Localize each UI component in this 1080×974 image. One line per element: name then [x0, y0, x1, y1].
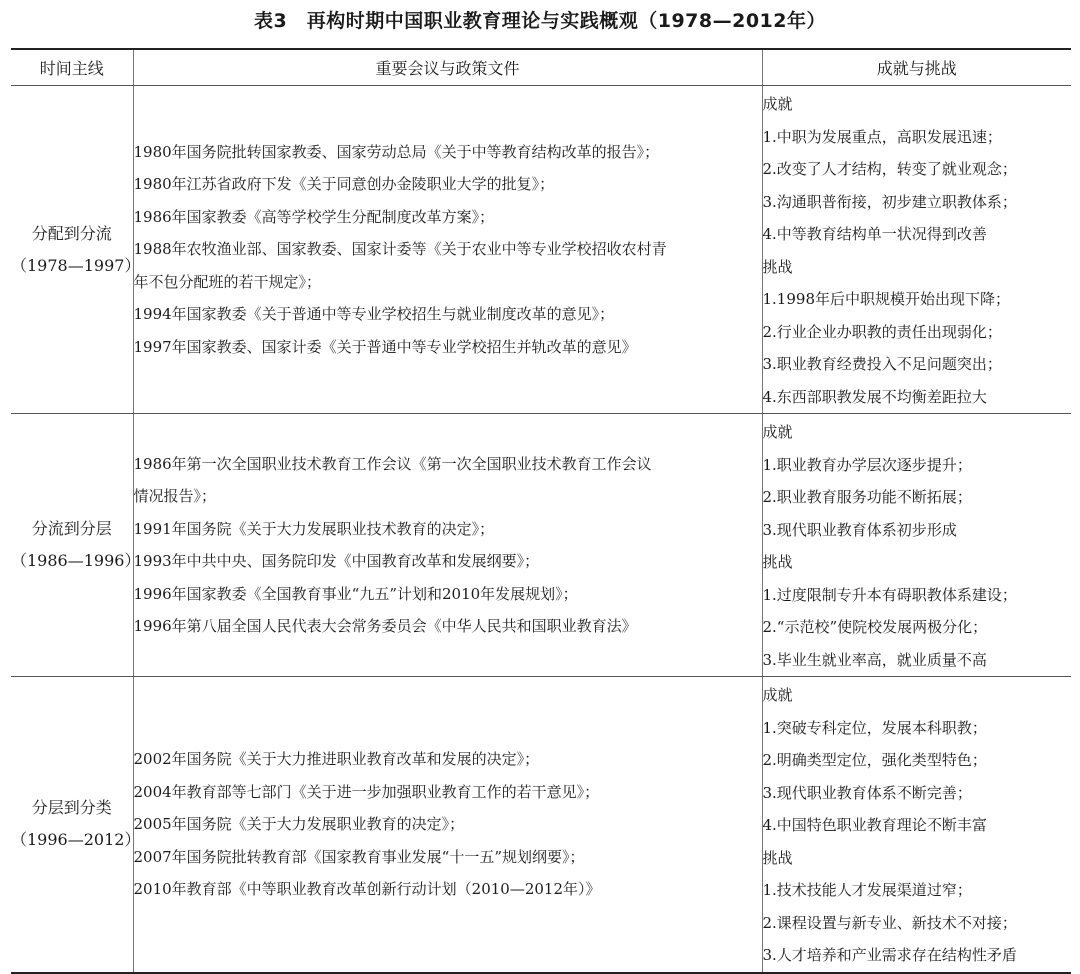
- document-line: 1980年江苏省政府下发《关于同意创办金陵职业大学的批复》；: [133, 175, 555, 194]
- period-cell: [11, 86, 141, 414]
- achievement-item: 2.明确类型定位，强化类型特色；: [762, 751, 987, 769]
- challenges-label: 挑战: [762, 848, 793, 867]
- table-header-row: [11, 49, 1071, 86]
- challenge-item: 4.东西部职教发展不均衡差距拉大: [762, 387, 987, 406]
- documents-cell: [133, 414, 762, 677]
- challenges-label: 挑战: [762, 257, 793, 276]
- achievement-item: 2.改变了人才结构，转变了就业观念；: [762, 160, 1017, 178]
- period-cell: [11, 414, 141, 677]
- achievement-item: 4.中国特色职业教育理论不断丰富: [762, 816, 987, 834]
- table-row: [11, 86, 1071, 414]
- challenge-item: 3.职业教育经费投入不足问题突出；: [762, 355, 1002, 373]
- challenge-item: 3.人才培养和产业需求存在结构性矛盾: [762, 946, 1017, 964]
- achievements-cell: [762, 677, 1071, 973]
- challenge-item: 1.技术技能人才发展渠道过窄；: [762, 881, 972, 899]
- document-line: 情况报告》；: [133, 487, 217, 505]
- document-line: 1996年第八届全国人民代表大会常务委员会《中华人民共和国职业教育法》: [133, 617, 637, 635]
- achievements-cell: [762, 86, 1071, 414]
- period-name: 分层到分类: [31, 798, 112, 818]
- achievements-label: 成就: [762, 95, 793, 113]
- document-line: 2010年教育部《中等职业教育改革创新行动计划（2010—2012年）》: [133, 880, 601, 898]
- achievement-item: 1.中职为发展重点，高职发展迅速；: [762, 127, 1002, 146]
- achievements-label: 成就: [762, 423, 793, 441]
- challenge-item: 2.课程设置与新专业、新技术不对接；: [762, 913, 1017, 932]
- document-line: 1994年国家教委《关于普通中等专业学校招生与就业制度改革的意见》；: [133, 305, 615, 324]
- challenge-item: 3.毕业生就业率高，就业质量不高: [762, 650, 987, 669]
- overview-table: [11, 48, 1071, 974]
- period-years: （1978—1997）: [11, 255, 141, 275]
- table-row: [11, 414, 1071, 677]
- documents-cell: [133, 86, 762, 414]
- document-line: 1991年国务院《关于大力发展职业技术教育的决定》；: [133, 519, 495, 538]
- document-line: 2004年教育部等七部门《关于进一步加强职业教育工作的若干意见》；: [133, 782, 600, 801]
- achievement-item: 3.现代职业教育体系初步形成: [762, 520, 957, 539]
- challenge-item: 1.过度限制专升本有碍职教体系建设；: [762, 585, 1017, 604]
- achievement-item: 1.突破专科定位，发展本科职教；: [762, 718, 987, 737]
- document-line: 1986年国家教委《高等学校学生分配制度改革方案》；: [133, 207, 495, 226]
- header-timeline: 时间主线: [11, 49, 133, 86]
- document-line: 2002年国务院《关于大力推进职业教育改革和发展的决定》；: [133, 750, 540, 768]
- document-line: 1988年农牧渔业部、国家教委、国家计委等《关于农业中等专业学校招收农村青: [133, 240, 667, 259]
- document-line: 1980年国务院批转国家教委、国家劳动总局《关于中等教育结构改革的报告》；: [133, 142, 660, 161]
- table-title: 表3 再构时期中国职业教育理论与实践概观（1978—2012年）: [254, 10, 826, 32]
- achievement-item: 2.职业教育服务功能不断拓展；: [762, 488, 972, 506]
- document-line: 1993年中共中央、国务院印发《中国教育改革和发展纲要》；: [133, 552, 540, 570]
- period-name: 分配到分流: [31, 223, 112, 243]
- document-line: 1996年国家教委《全国教育事业“九五”计划和2010年发展规划》；: [133, 584, 578, 603]
- period-years: （1986—1996）: [11, 551, 141, 570]
- achievement-item: 1.职业教育办学层次逐步提升；: [762, 455, 972, 474]
- period-name: 分流到分层: [31, 519, 112, 538]
- achievements-cell: [762, 414, 1071, 677]
- achievement-item: 4.中等教育结构单一状况得到改善: [762, 225, 987, 243]
- challenge-item: 2.“示范校”使院校发展两极分化；: [762, 618, 988, 636]
- document-line: 2005年国务院《关于大力发展职业教育的决定》；: [133, 815, 465, 833]
- document-line: 1986年第一次全国职业技术教育工作会议《第一次全国职业技术教育工作会议: [133, 454, 652, 473]
- achievements-label: 成就: [762, 686, 793, 704]
- table-row: [11, 677, 1071, 973]
- document-line: 1997年国家教委、国家计委《关于普通中等专业学校招生并轨改革的意见》: [133, 337, 637, 356]
- header-achievements: 成就与挑战: [762, 49, 1071, 86]
- challenges-label: 挑战: [762, 553, 793, 571]
- achievement-item: 3.现代职业教育体系不断完善；: [762, 783, 972, 802]
- achievement-item: 3.沟通职普衔接，初步建立职教体系；: [762, 192, 1017, 211]
- header-documents: 重要会议与政策文件: [133, 49, 762, 86]
- documents-cell: [133, 677, 762, 973]
- document-line: 2007年国务院批转教育部《国家教育事业发展“十一五”规划纲要》；: [133, 847, 585, 866]
- challenge-item: 2.行业企业办职教的责任出现弱化；: [762, 322, 1002, 341]
- challenge-item: 1.1998年后中职规模开始出现下降；: [762, 290, 1010, 308]
- document-line: 年不包分配班的若干规定》；: [133, 272, 322, 291]
- period-cell: [11, 677, 141, 973]
- period-years: （1996—2012）: [11, 830, 141, 850]
